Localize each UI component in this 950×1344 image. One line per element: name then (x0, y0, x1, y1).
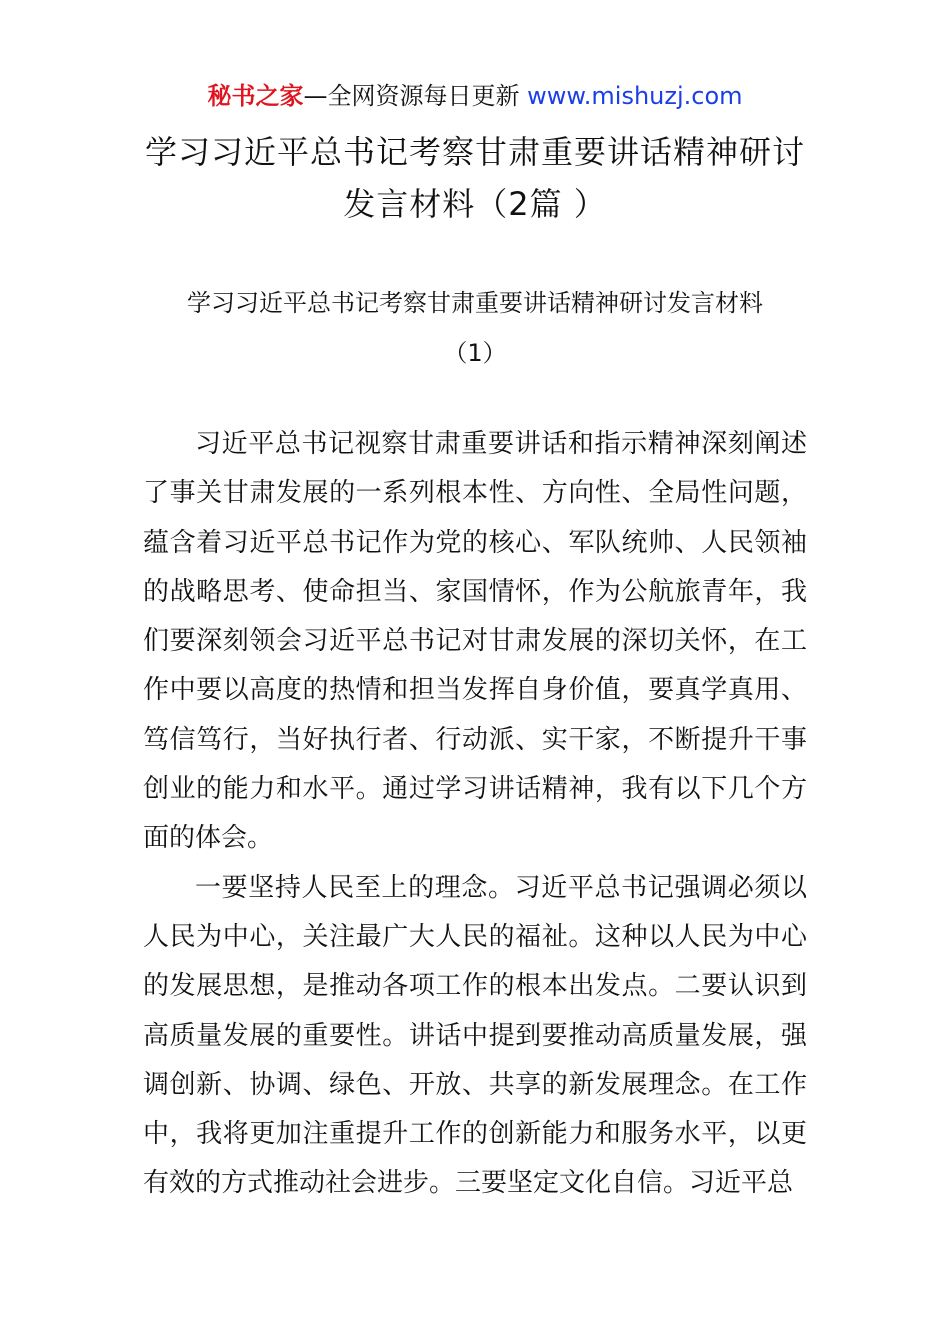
document-title (0, 126, 950, 230)
body-paragraph: 一要坚持人民至上的理念。习近平总书记强调必须以人民为中心，关注最广大人民的福祉。这种以人民为中心的发展思想，是推动各项工作的根本出发点。二要认识到高质量发展的重要性。讲话中提到要推动高质量发展，强调创新、协调、绿色、开放、共享的新发展理念。在工作中，我将更加注重提升工作的创新能力和服务水平，以更有效的方式推动社会进步。三要坚定文化自信。习近平总 (143, 872, 807, 1199)
section-title-line-1: 学习习近平总书记考察甘肃重要讲话精神研讨发言材料 (187, 289, 763, 317)
body-paragraph: 习近平总书记视察甘肃重要讲话和指示精神深刻阐述了事关甘肃发展的一系列根本性、方向性、全局性问题，蕴含着习近平总书记作为党的核心、军队统帅、人民领袖的战略思考、使命担当、家国情怀，作为公航旅青年，我们要深刻领会习近平总书记对甘肃发展的深切关怀，在工作中要以高度的热情和担当发挥自身价值，要真学真用、笃信笃行，当好执行者、行动派、实干家，不断提升干事创业的能力和水平。通过学习讲话精神，我有以下几个方面的体会。 (143, 429, 807, 854)
site-url-link[interactable]: www.mishuzj.com (527, 82, 743, 110)
brand-name: 秘书之家 (207, 82, 304, 110)
site-header (0, 80, 950, 112)
section-title (0, 278, 950, 378)
title-line-2: 发言材料（2篇 ） (343, 185, 607, 223)
section-title-line-2: （1） (443, 339, 507, 367)
body-text (143, 420, 807, 1209)
title-line-1: 学习习近平总书记考察甘肃重要讲话精神研讨 (144, 133, 805, 171)
header-slogan: —全网资源每日更新 (303, 82, 528, 110)
